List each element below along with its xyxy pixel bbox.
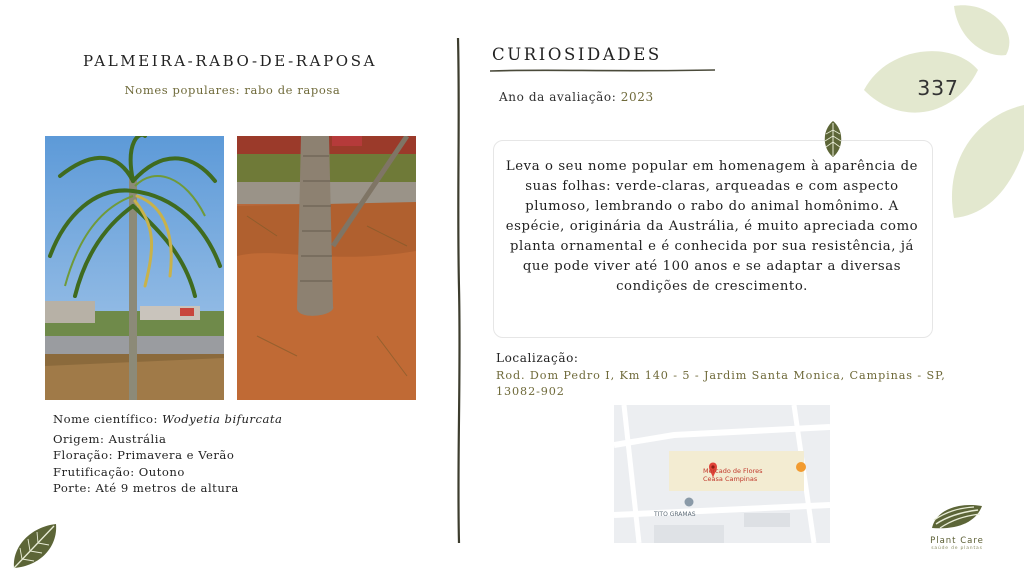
poi-marker-icon[interactable] bbox=[685, 498, 694, 507]
location-map[interactable] bbox=[614, 405, 830, 543]
vertical-divider bbox=[454, 38, 464, 543]
scientific-name-label: Nome científico: bbox=[53, 412, 158, 426]
location-label: Localização: bbox=[496, 351, 579, 365]
curiosity-text: Leva o seu nome popular em homenagem à aparência de suas folhas: verde-claras, arqueadas e com aspecto plumoso, lembrando o rabo do animal homônimo. A espécie, originária da Austrália, é muito apreciada como planta ornamental e é conhecida por sua resistência, já que pode viver até 100 anos e se adaptar a diversas condições de crescimento. bbox=[505, 159, 919, 294]
map-nearby-label: TITO GRAMAS bbox=[654, 511, 696, 518]
evaluation-year-label: Ano da avaliação: bbox=[499, 90, 617, 104]
page-number: 337 bbox=[917, 76, 959, 100]
leaf-icon bbox=[10, 522, 60, 570]
fruiting-line: Frutificação: Outono bbox=[53, 465, 185, 479]
brand-name: Plant Care bbox=[930, 536, 984, 546]
size-line: Porte: Até 9 metros de altura bbox=[53, 481, 239, 495]
map-place-line1: Mercado de Flores bbox=[703, 467, 763, 475]
origin-line: Origem: Austrália bbox=[53, 432, 167, 446]
popular-names: Nomes populares: rabo de raposa bbox=[124, 83, 341, 97]
curiosities-title: CURIOSIDADES bbox=[492, 45, 662, 64]
plant-title: PALMEIRA-RABO-DE-RAPOSA bbox=[82, 52, 378, 70]
location-address[interactable]: Rod. Dom Pedro I, Km 140 - 5 - Jardim Santa Monica, Campinas - SP, 13082-902 bbox=[496, 369, 946, 398]
plant-photo-full bbox=[45, 136, 224, 400]
evaluation-year-value: 2023 bbox=[620, 90, 654, 104]
leaf-top-shape bbox=[954, 5, 1009, 55]
title-underline bbox=[490, 66, 715, 74]
leaf-bottom-shape bbox=[952, 105, 1024, 218]
map-place-line2: Ceasa Campinas bbox=[703, 475, 758, 483]
scientific-name-line bbox=[53, 411, 282, 427]
map-place-label bbox=[703, 467, 763, 483]
poi-food-icon[interactable] bbox=[796, 462, 806, 472]
leaf-icon-card bbox=[822, 120, 844, 158]
scientific-name: Wodyetia bifurcata bbox=[162, 412, 283, 426]
brand-leaf-icon bbox=[928, 500, 986, 532]
brand-logo bbox=[912, 500, 1002, 551]
flowering-line: Floração: Primavera e Verão bbox=[53, 448, 235, 462]
evaluation-year bbox=[499, 90, 654, 104]
brand-tagline: saúde de plantas bbox=[931, 546, 983, 551]
plant-photo-trunk bbox=[237, 136, 416, 400]
